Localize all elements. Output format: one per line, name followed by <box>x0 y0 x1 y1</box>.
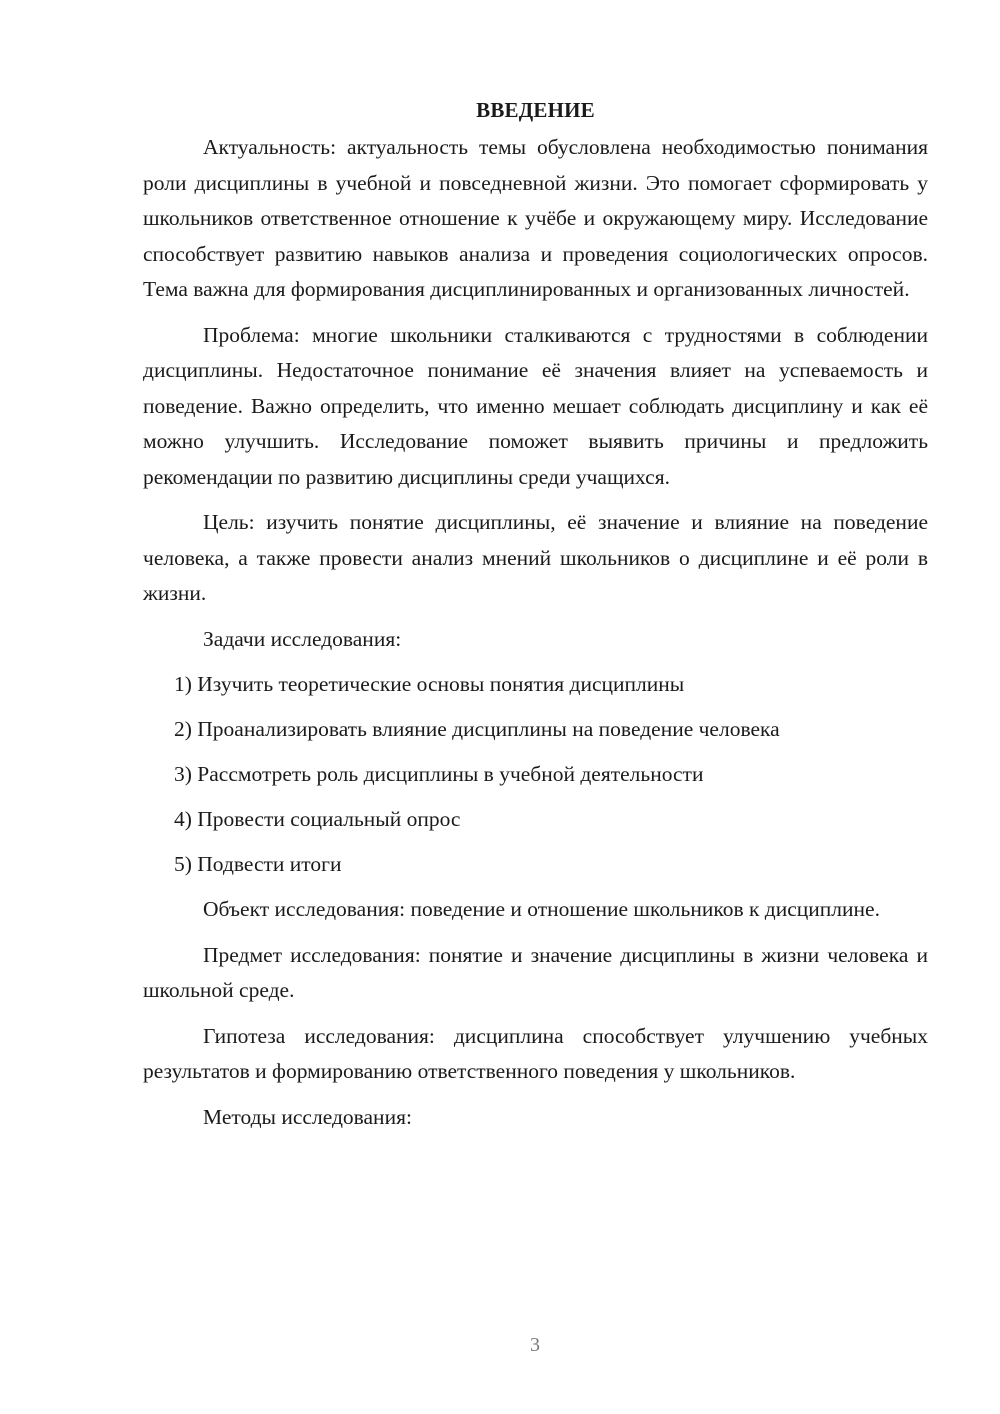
problem-paragraph: Проблема: многие школьники сталкиваются с трудностями в соблюдении дисциплины. Недостаточное понимание её значения влияет на успеваемость и поведение. Важно определить, что именно мешает соблюдать дисциплину и как её можно улучшить. Исследование поможет выявить причины и предложить рекомендации по развитию дисциплины среди учащихся. <box>143 322 928 489</box>
object-paragraph: Объект исследования: поведение и отношение школьников к дисциплине. <box>203 897 880 921</box>
tasks-heading: Задачи исследования: <box>203 626 402 651</box>
relevance-paragraph: Актуальность: актуальность темы обусловлена необходимостью понимания роли дисциплины в учебной и повседневной жизни. Это помогает сформировать у школьников ответственное отношение к учёбе и окружающему миру. Исследование способствует развитию навыков анализа и проведения социологических опросов. Тема важна для формирования дисциплинированных и организованных личностей. <box>143 135 928 301</box>
list-item: 4) Провести социальный опрос <box>174 807 461 831</box>
tasks-list <box>143 667 928 883</box>
list-item: 2) Проанализировать влияние дисциплины на поведение человека <box>174 717 780 741</box>
page-title: ВВЕДЕНИЕ <box>476 98 595 122</box>
document-page <box>143 92 928 1145</box>
hypothesis-paragraph: Гипотеза исследования: дисциплина способствует улучшению учебных результатов и формированию ответственного поведения у школьников. <box>143 1023 928 1083</box>
goal-paragraph: Цель: изучить понятие дисциплины, её значение и влияние на поведение человека, а также провести анализ мнений школьников о дисциплине и её роли в жизни. <box>143 510 928 605</box>
subject-paragraph: Предмет исследования: понятие и значение дисциплины в жизни человека и школьной среде. <box>143 942 928 1002</box>
list-item: 5) Подвести итоги <box>174 852 342 876</box>
list-item: 3) Рассмотреть роль дисциплины в учебной деятельности <box>174 762 704 786</box>
page-number: 3 <box>530 1334 540 1356</box>
methods-heading: Методы исследования: <box>203 1104 412 1129</box>
list-item: 1) Изучить теоретические основы понятия дисциплины <box>174 672 685 696</box>
